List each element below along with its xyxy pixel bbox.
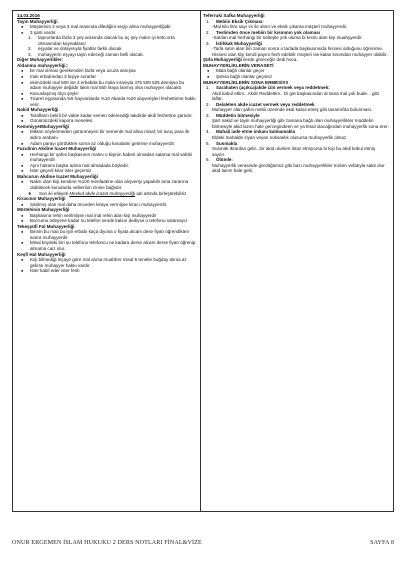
bullet-item: ● Günümüzdeki kapora meselesi xyxy=(17,118,196,124)
left-column xyxy=(12,10,201,512)
bullet-item: ● İster kabil eder ister fesh xyxy=(17,268,196,274)
bullet-item: ● Aynı hükümi başka adına mal almadada böyledir. xyxy=(17,163,196,169)
item-text: -Satılan mal herhangi bir sebeple yok olursa bi kısmı alan kişi muahyyerdir. xyxy=(212,35,363,41)
section-heading: Teferruki Safka Muhayyerliği xyxy=(203,13,265,18)
bullet-item: ● malı erbabından 3 kişiye sorarlar xyxy=(17,74,196,80)
section-heading: Mürtehinin Muhayyerliği xyxy=(17,207,70,213)
section-heading: Tayin Muhayyerliği xyxy=(17,18,58,24)
numbered-item: 2. eşyalar ve dolayısıyla fiyatlar farklı olacak xyxy=(28,46,122,52)
bullet-item: ● Ticaret eşyasında %5 hayvanlarda %10 Akarda %20 alışverişleri feshettirme hakkı verir. xyxy=(17,96,196,107)
page-number: SAYFA 8 xyxy=(370,540,394,546)
bullet-item: ● Tarafların belirli bir vakte kadar semen ödemediği takdirde akdi feshetme şartıdır. xyxy=(17,113,196,119)
numbered-item: 4. Mahali iade etme imkanı kalmamakla xyxy=(206,129,296,135)
item-text: Eldeki mahalde ziyan veyan noksanlık olusursa muhayyerlik olmaz xyxy=(212,135,347,141)
item-text: -Mal kilo litre sayı vs ile alınır ve eksik çıkarsa müşteri muhayyerdir. xyxy=(212,24,348,30)
section-heading: Diğer Muhayyerlikler: xyxy=(17,57,64,63)
sub-bullet-item: ❖ Son iki ehliyeti Mevkuf akde icazet muhayyerliği adı altında birleştirebiliriz xyxy=(26,191,196,197)
page-footer xyxy=(12,540,394,546)
numbered-item: 2. Teslimden önce mebiin bir kısmının yok olaması xyxy=(206,29,321,35)
bullet-item: ● ekimizdeki mal 500 ise 3 erbabda bu mala sırasıyla 475 500 525 demişse bu adam muhayyer değildir lakin mal 550 liraya lanmış olsa muhayyer olacaktı. xyxy=(17,80,196,91)
right-column xyxy=(199,10,394,512)
numbered-item: 2. Delaleten akde icazet vermek veya reddetmek xyxy=(206,101,315,107)
footer-title: ONUR ERGEMEN İSLAM HUKUKU 2 DERS NOTLARI FİNAL&VİZE xyxy=(12,540,202,546)
bullet-item: ● Mala bağlı olanlar geçer xyxy=(203,68,389,74)
bullet-item: ● Kişi bilmediği ölçüye göre mal alırsa muahher misal 5 teneke buğday alırsa az gelirse muhayyer hakkı vardır xyxy=(17,257,196,268)
bullet-item: ● İster geçerli kılar ister geçersiz xyxy=(17,168,196,174)
document-page xyxy=(12,10,394,512)
bullet-item: ● Miktarı söylenmeden görünmeyen bir semenle mal alma misal; bir avuç para ile aldım arabanı xyxy=(17,129,196,140)
bullet-item: ● bir mal olması gerekenden fazla veya ucuza alınışsa xyxy=(17,68,196,74)
section-heading: Keşfi Hal Muhayyerliği xyxy=(17,251,66,257)
bullet-item: ● Şahsa bağlı olanlar geçmez xyxy=(203,74,389,80)
section-heading: Aldanma muhayyerliği;: xyxy=(17,62,69,68)
section-heading: MUHAYYERLİKLERİN VERASETİ xyxy=(203,62,274,68)
section-heading: Tekeşşüfi Fal Muhayyerliği xyxy=(17,223,75,229)
section-heading: Mahcurun Akdine İcazet Muhayyerliği xyxy=(17,173,98,179)
section-heading: Fuzulinin Akdine İcazet Muhayyerliği xyxy=(17,146,97,152)
bullet-item: ● Başkasına rehin verilmişse mal mal rehin alan kişi muhayyerdir xyxy=(17,213,196,219)
numbered-item: 3. İstihkak Muhayyerliği xyxy=(206,40,262,46)
date-heading: 14.03.2016 xyxy=(17,13,40,18)
section-heading: MUHAYYERLİKLERİN SONA ERMESİ!!!! xyxy=(203,79,289,85)
bullet-item: ● Birinin bu malı bu işin erbabı kaça diyosa o fiyata alcam dese fiyatı öğrendikten sonra muhayyerdir xyxy=(17,229,196,240)
numbered-item: 1. Mebiin Eksik Çıkması: xyxy=(206,18,264,24)
item-text: Şart nakid ve tayin muhayyerliği gibi zamana bağlı olan muhayyerlikler müddetin bitmesiyle akid lazım hale gercegindeen ve ya fesid olacağından muhayyerlik sona erer. xyxy=(212,118,389,129)
numbered-item: 1. Sarahaten (açıkca)akde izin vermek veya reddetmek: xyxy=(206,85,330,91)
term-link: Mevkuf akde icazet muhayyerliği xyxy=(69,190,136,196)
item-text: Muhayyerlik verasinde gördüğümüz gibi bazı muhayyerlikler mirisin vefatıyla sakit olur akid lazım hale gelir. xyxy=(212,162,385,174)
shufa-note: Şüfa Muhayyerliği ilerde göreceğiz dedi hoca. xyxy=(203,57,298,63)
item-text: Muhayyer olan şahıs mebii üzerinde akdi kabul etmiş gibi tasarrufda bulunması.. xyxy=(212,107,374,113)
bullet-item: ● Müşterinin 2 veya 3 mal arasında dilediğini seçip alma muhayyerliğidir. xyxy=(17,24,196,30)
bullet-item: ● 3 şartı vardır. xyxy=(17,30,196,36)
section-heading: KemmiyyetMuhayyerliği xyxy=(17,123,70,129)
bullet-item: ● Naksı olan kişi kendine %100 menfaatine olan alışverişi yapabilir ama zararına olabilecek konularda velilerinin iznine bağlıdır. xyxy=(17,179,196,190)
numbered-item: 1. taşınırlarda fazla 3 şey arasında olacak bu üç şey malın iyi kötü orta olmasından kaynaklanır xyxy=(28,35,175,46)
bullet-item: ● Borcumu ödeyene kadar su telefon sende kalsın dediyse o telefonu satamayız xyxy=(17,218,196,224)
numbered-item: 3. muhayyerin eşyayı tayin edeceği zaman belli olacak. xyxy=(28,51,144,57)
bullet-item: ● Herhangi bir şahıs başkasının malını o kişinin haberi olmadan satarsa mal sahibi muhayyerdir xyxy=(17,152,196,163)
section-heading: Nakid Muhayyerliği xyxy=(17,107,59,113)
bullet-item: ● Satılmış olan mal daha önceden kiraya vermişse kiracı muhayyerdir. xyxy=(17,202,196,208)
section-heading: Kiracının Muhayyerliği xyxy=(17,196,66,202)
item-text: Akdi kabul ettim.. Akdir Reddettim.. Di get başkasından al sana mal yok bude... gibi laflar. xyxy=(212,90,380,102)
item-text: -Tarla satın alan biri zaman sonra o tarlada başkasınında hissesi olduğunu öğrenirse. Hissesi olan kişi kendi payını fesh edebilir müşteri ise kalan kısımdan muhayyer olabilir. xyxy=(212,46,388,57)
bullet-item: ● Kanunlaşmış ölçü şöyle: xyxy=(17,91,196,97)
numbered-item: 3. Müddetin bitmesiyle xyxy=(206,112,260,118)
numbered-item: 6. Ölümle: xyxy=(206,157,233,163)
bullet-item: ● Misal köydeki biri şu telefonu telefoncu ne kadara derse alcam derse fiyatı öğrenip almama caiz olur. xyxy=(17,240,196,251)
numbered-item: 5. Susmakla xyxy=(206,140,238,146)
bullet-item: ● Adam parayı gördükten sonra az olduğu kanaatini getirirse muhayyerdir. xyxy=(17,141,196,147)
item-text: Susmak ikrardan gelir.. bir akid olurken itiraz etmiyorsa bi kişi bu akdi kabul etmiş sayılır. xyxy=(212,146,375,157)
